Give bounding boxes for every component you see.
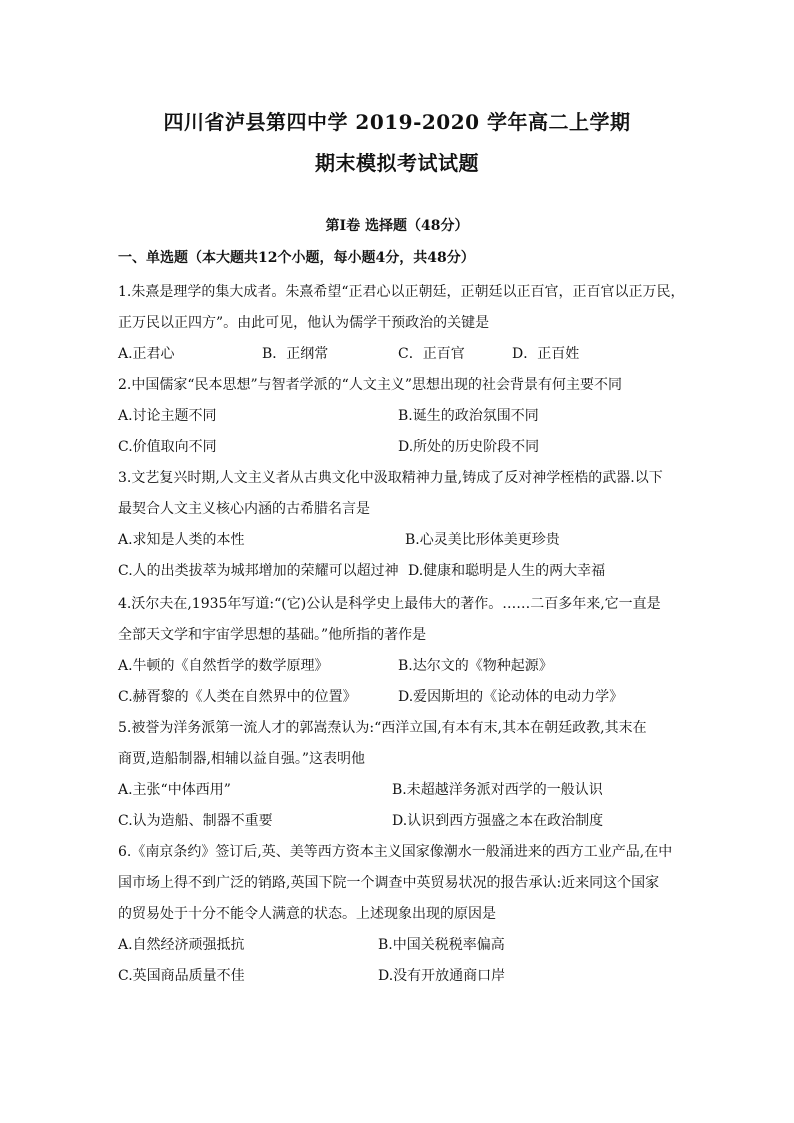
option-c: C．正百官 [398, 346, 465, 362]
question-stem-line: 2.中国儒家“民本思想”与智者学派的“人文主义”思想出现的社会背景有何主要不同 [118, 377, 622, 393]
exam-title-line2: 期末模拟考试试题 [315, 151, 479, 175]
option-c: C.认为造船、制器不重要 [118, 813, 273, 829]
option-a: A.自然经济顽强抵抗 [118, 937, 245, 953]
option-c: C.赫胥黎的《人类在自然界中的位置》 [118, 689, 357, 705]
option-d: D.所处的历史阶段不同 [398, 439, 540, 455]
option-c: C.价值取向不同 [118, 439, 217, 455]
question-stem-line: 商贾,造船制器,相辅以益自强。”这表明他 [118, 751, 366, 767]
option-d: D.认识到西方强盛之本在政治制度 [392, 813, 604, 829]
option-a: A.牛顿的《自然哲学的数学原理》 [118, 658, 329, 674]
question-stem-line: 3.文艺复兴时期,人文主义者从古典文化中汲取精神力量,铸成了反对神学桎梏的武器.以下 [118, 470, 663, 486]
option-a: A.正君心 [118, 346, 175, 362]
question-stem-line: 4.沃尔夫在,1935年写道:“(它)公认是科学史上最伟大的著作。……二百多年来,它一直是 [118, 596, 661, 612]
option-b: B.心灵美比形体美更珍贵 [405, 532, 560, 548]
question-stem-line: 1.朱熹是理学的集大成者。朱熹希望“正君心以正朝廷，正朝廷以正百官，正百官以正万民， [118, 284, 685, 300]
question-stem-line: 国市场上得不到广泛的销路,英国下院一个调查中英贸易状况的报告承认:近来同这个国家 [118, 875, 660, 891]
option-a: A.主张“中体西用” [118, 782, 231, 798]
option-b: B.未超越洋务派对西学的一般认识 [392, 782, 603, 798]
part-title: 一、单选题（本大题共12个小题，每小题4分，共48分） [118, 250, 475, 266]
exam-title-line1: 四川省泸县第四中学 2019-2020 学年高二上学期 [163, 110, 631, 134]
question-stem-line: 5.被誉为洋务派第一流人才的郭嵩焘认为:“西洋立国,有本有末,其本在朝廷政教,其末在 [118, 720, 647, 736]
option-b: B.诞生的政治氛围不同 [398, 408, 539, 424]
volume-title: 第Ⅰ卷 选择题（48分） [325, 218, 469, 234]
option-c: C.人的出类拔萃为城邦增加的荣耀可以超过神 [118, 563, 399, 579]
option-c: C.英国商品质量不佳 [118, 968, 245, 984]
option-b: B．正纲常 [262, 346, 329, 362]
question-stem-line: 的贸易处于十分不能令人满意的状态。上述现象出现的原因是 [118, 906, 496, 922]
option-d: D.爱因斯坦的《论动体的电动力学》 [398, 689, 624, 705]
option-d: D.没有开放通商口岸 [378, 968, 506, 984]
question-stem-line: 全部天文学和宇宙学思想的基础。”他所指的著作是 [118, 627, 427, 643]
question-stem-line: 最契合人文主义核心内涵的古希腊名言是 [118, 501, 370, 517]
option-a: A.求知是人类的本性 [118, 532, 245, 548]
option-b: B.中国关税税率偏高 [378, 937, 505, 953]
option-d: D．正百姓 [512, 346, 580, 362]
option-b: B.达尔文的《物种起源》 [398, 658, 553, 674]
question-stem-line: 6.《南京条约》签订后,英、美等西方资本主义国家像潮水一般涌进来的西方工业产品,在中 [118, 844, 673, 860]
option-d: D.健康和聪明是人生的两大幸福 [408, 563, 606, 579]
option-a: A.讨论主题不同 [118, 408, 217, 424]
question-stem-line: 正万民以正四方”。由此可见，他认为儒学干预政治的关键是 [118, 315, 490, 331]
